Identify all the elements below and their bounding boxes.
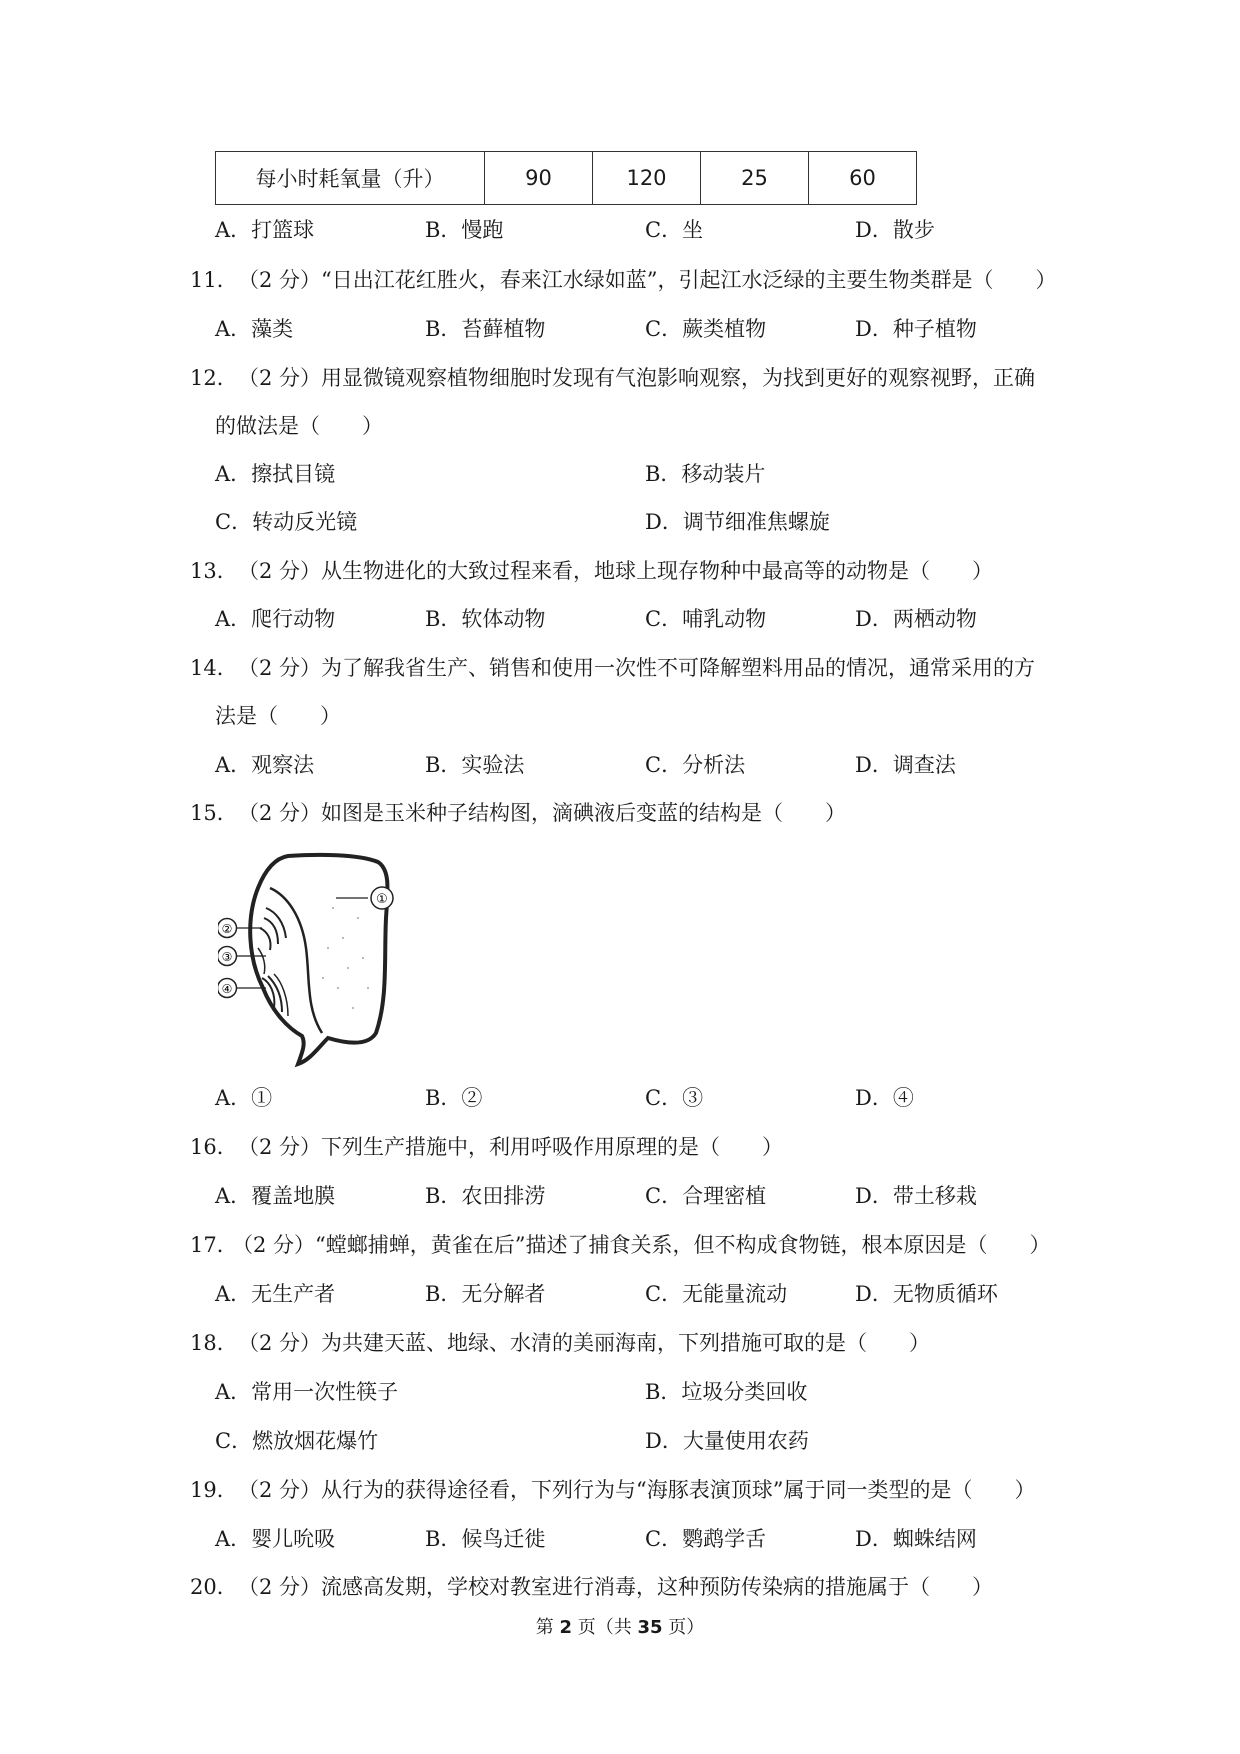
corn-seed-diagram	[218, 848, 418, 1068]
figure-label-3: ③	[221, 950, 233, 964]
option-c[interactable]: C．坐	[645, 218, 704, 242]
question-number: 15．	[190, 801, 238, 825]
question-text: （2 分）为共建天蓝、地绿、水清的美丽海南，下列措施可取的是（ ）	[238, 1331, 931, 1355]
option-d[interactable]: D．两栖动物	[855, 607, 977, 631]
table-cell: 60	[809, 152, 917, 205]
option-a[interactable]: A．①	[215, 1086, 273, 1110]
option-c[interactable]: C．哺乳动物	[645, 607, 767, 631]
question-text: （2 分）如图是玉米种子结构图，滴碘液后变蓝的结构是（ ）	[238, 801, 847, 825]
option-d[interactable]: D．调节细准焦螺旋	[645, 510, 830, 534]
option-c[interactable]: C．③	[645, 1086, 704, 1110]
option-b[interactable]: B．无分解者	[425, 1282, 546, 1306]
question-text: （2 分）“螳螂捕蝉，黄雀在后”描述了捕食关系，但不构成食物链，根本原因是（ ）	[232, 1233, 1051, 1257]
seed-outline	[250, 855, 387, 1064]
option-b[interactable]: B．②	[425, 1086, 483, 1110]
option-d[interactable]: D．④	[855, 1086, 914, 1110]
option-c[interactable]: C．燃放烟花爆竹	[215, 1429, 379, 1453]
table-cell: 90	[485, 152, 593, 205]
option-c[interactable]: C．合理密植	[645, 1184, 767, 1208]
question-text: （2 分）下列生产措施中，利用呼吸作用原理的是（ ）	[238, 1135, 784, 1159]
option-a[interactable]: A．爬行动物	[215, 607, 336, 631]
option-c[interactable]: C．无能量流动	[645, 1282, 788, 1306]
question-text: （2 分）“日出江花红胜火，春来江水绿如蓝”，引起江水泛绿的主要生物类群是（ ）	[238, 268, 1057, 292]
option-a[interactable]: A．常用一次性筷子	[215, 1380, 399, 1404]
figure-label-2: ②	[221, 922, 233, 936]
option-a[interactable]: A．观察法	[215, 753, 315, 777]
question-text-continued: 法是（ ）	[215, 704, 341, 728]
question-number: 19．	[190, 1478, 238, 1502]
option-a[interactable]: A．无生产者	[215, 1282, 336, 1306]
question-number: 18．	[190, 1331, 238, 1355]
option-b[interactable]: B．移动装片	[645, 462, 766, 486]
question-text: （2 分）为了解我省生产、销售和使用一次性不可降解塑料用品的情况，通常采用的方	[238, 656, 1036, 680]
option-d[interactable]: D．散步	[855, 218, 935, 242]
question-number: 20．	[190, 1575, 238, 1599]
question-number: 16．	[190, 1135, 238, 1159]
table-cell: 25	[701, 152, 809, 205]
option-c[interactable]: C．蕨类植物	[645, 317, 767, 341]
question-number: 12．	[190, 366, 238, 390]
footer-middle: 页（共	[577, 1617, 632, 1638]
option-d[interactable]: D．大量使用农药	[645, 1429, 809, 1453]
question-text: （2 分）从行为的获得途径看，下列行为与“海豚表演顶球”属于同一类型的是（ ）	[238, 1478, 1036, 1502]
figure-label-4: ④	[221, 982, 233, 996]
option-b[interactable]: B．候鸟迁徙	[425, 1527, 546, 1551]
endosperm-stipple	[322, 907, 369, 1009]
footer-prefix: 第	[535, 1617, 554, 1638]
option-a[interactable]: A．婴儿吮吸	[215, 1527, 336, 1551]
option-c[interactable]: C．鹦鹉学舌	[645, 1527, 767, 1551]
option-c[interactable]: C．分析法	[645, 753, 746, 777]
option-c[interactable]: C．转动反光镜	[215, 510, 358, 534]
option-d[interactable]: D．调查法	[855, 753, 956, 777]
option-d[interactable]: D．种子植物	[855, 317, 977, 341]
option-a[interactable]: A．打篮球	[215, 218, 315, 242]
question-text: （2 分）从生物进化的大致过程来看，地球上现存物种中最高等的动物是（ ）	[238, 559, 994, 583]
page-footer	[0, 1613, 1240, 1639]
total-pages: 35	[637, 1617, 663, 1638]
embryo-outline	[270, 888, 322, 1033]
option-b[interactable]: B．垃圾分类回收	[645, 1380, 808, 1404]
question-number: 17．	[190, 1233, 238, 1257]
option-d[interactable]: D．蜘蛛结网	[855, 1527, 977, 1551]
footer-suffix: 页）	[668, 1617, 705, 1638]
table-row-label: 每小时耗氧量（升）	[216, 152, 485, 205]
question-text: （2 分）用显微镜观察植物细胞时发现有气泡影响观察，为找到更好的观察视野，正确	[238, 366, 1036, 390]
option-d[interactable]: D．带土移栽	[855, 1184, 977, 1208]
option-b[interactable]: B．苔藓植物	[425, 317, 546, 341]
oxygen-consumption-table	[215, 151, 917, 205]
question-text-continued: 的做法是（ ）	[215, 414, 383, 438]
option-d[interactable]: D．无物质循环	[855, 1282, 998, 1306]
option-a[interactable]: A．覆盖地膜	[215, 1184, 336, 1208]
figure-label-1: ①	[376, 892, 388, 907]
option-b[interactable]: B．实验法	[425, 753, 525, 777]
option-a[interactable]: A．擦拭目镜	[215, 462, 336, 486]
option-b[interactable]: B．农田排涝	[425, 1184, 546, 1208]
question-number: 13．	[190, 559, 238, 583]
page-number: 2	[559, 1617, 572, 1638]
question-number: 14．	[190, 656, 238, 680]
question-text: （2 分）流感高发期，学校对教室进行消毒，这种预防传染病的措施属于（ ）	[238, 1575, 994, 1599]
option-b[interactable]: B．慢跑	[425, 218, 504, 242]
option-b[interactable]: B．软体动物	[425, 607, 546, 631]
option-a[interactable]: A．藻类	[215, 317, 294, 341]
table-row	[216, 152, 917, 205]
table-cell: 120	[593, 152, 701, 205]
question-number: 11．	[190, 268, 238, 292]
